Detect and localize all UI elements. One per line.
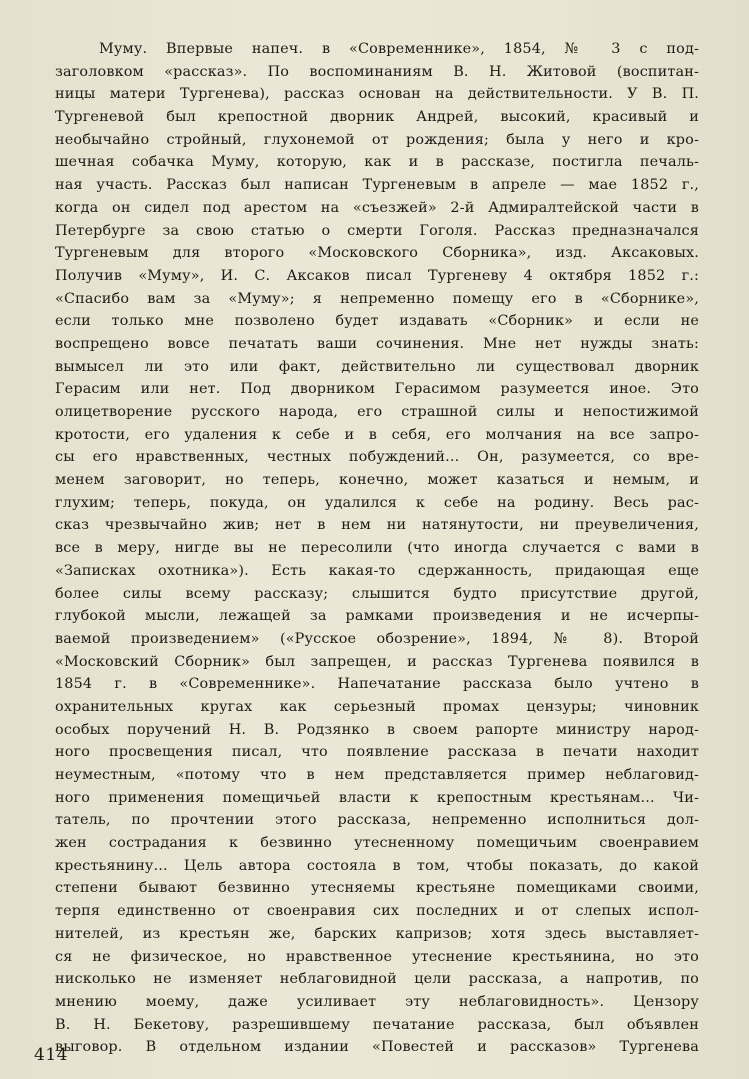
text-line: более силы всему рассказу; слышится будто присутствие другой, [55, 585, 699, 602]
text-line: В. Н. Бекетову, разрешившему печатание рассказа, был объявлен [55, 1016, 699, 1033]
text-line: ного просвещения писал, что появление рассказа в печати находит [55, 744, 699, 761]
text-line: Тургеневой был крепостной дворник Андрей, высокий, красивый и [55, 109, 699, 126]
text-line: мнению моему, даже усиливает эту неблаговидность». Цензору [55, 993, 699, 1010]
text-line: степени бывают безвинно утесняемы крестьяне помещиками своими, [55, 880, 699, 897]
text-line: «Спасибо вам за «Муму»; я непременно помещу его в «Сборнике», [55, 290, 699, 307]
text-line: неуместным, «потому что в нем представляется пример неблаговид- [55, 767, 699, 783]
text-line: нисколько не изменяет неблаговидной цели рассказа, а напротив, по [55, 971, 699, 988]
text-line: крестьянину... Цель автора состояла в том, чтобы показать, до какой [55, 857, 699, 874]
text-line: менем заговорит, но теперь, конечно, может казаться и немым, и [55, 472, 699, 489]
text-line: «Записках охотника»). Есть какая-то сдержанность, придающая еще [55, 562, 699, 579]
text-line: Муму. Впервые напеч. в «Современнике», 1854, № 3 с под- [99, 41, 699, 57]
page-number: 414 [34, 1045, 68, 1065]
text-line: нителей, из крестьян же, барских капризов; хотя здесь выставляет- [55, 925, 699, 942]
text-line: необычайно стройный, глухонемой от рождения; была у него и кро- [55, 131, 699, 148]
text-line: ная участь. Рассказ был написан Тургеневым в апреле — мае 1852 г., [55, 177, 699, 194]
text-line: жен сострадания к безвинно утесненному помещичьим своенравием [55, 835, 699, 852]
text-line: вымысел ли это или факт, действительно ли существовал дворник [55, 358, 699, 375]
text-line: татель, по прочтении этого рассказа, непременно исполниться дол- [55, 812, 699, 829]
text-line: когда он сидел под арестом на «съезжей» 2-й Адмиралтейской части в [55, 199, 699, 216]
text-line: ницы матери Тургенева), рассказ основан на действительности. У В. П. [55, 86, 699, 103]
text-line: если только мне позволено будет издавать «Сборник» и если не [55, 313, 699, 330]
text-line: все в меру, нигде вы не пересолили (что иногда случается с вами в [55, 540, 699, 557]
text-line: Получив «Муму», И. С. Аксаков писал Тургеневу 4 октября 1852 г.: [55, 267, 699, 284]
text-line: охранительных кругах как серьезный промах цензуры; чиновник [55, 698, 699, 715]
text-line: кротости, его удаления к себе и в себя, его молчания на все запро- [55, 426, 699, 443]
text-line: 1854 г. в «Современнике». Напечатание рассказа было учтено в [55, 676, 699, 693]
text-line: воспрещено вовсе печатать ваши сочинения. Мне нет нужды знать: [55, 335, 699, 352]
text-line: Петербурге за свою статью о смерти Гоголя. Рассказ предназначался [55, 222, 699, 239]
text-line: Тургеневым для второго «Московского Сборника», изд. Аксаковых. [55, 245, 699, 262]
text-line: особых поручений Н. В. Родзянко в своем рапорте министру народ- [55, 721, 699, 738]
text-line: олицетворение русского народа, его страшной силы и непостижимой [55, 404, 699, 420]
text-line: ся не физическое, но нравственное утеснение крестьянина, но это [55, 948, 699, 965]
text-line: сы его нравственных, честных побуждений... Он, разумеется, со вре- [55, 449, 699, 466]
text-line: «Московский Сборник» был запрещен, и рассказ Тургенева появился в [55, 653, 699, 670]
text-line: терпя единственно от своенравия сих последних и от слепых испол- [55, 903, 699, 920]
commentary-text [55, 38, 699, 1059]
text-line: ваемой произведением» («Русское обозрение», 1894, № 8). Второй [55, 630, 699, 647]
text-line: выговор. В отдельном издании «Повестей и рассказов» Тургенева [55, 1039, 699, 1056]
text-line: шечная собачка Муму, которую, как и в рассказе, постигла печаль- [55, 154, 699, 171]
text-line: глубокой мысли, лежащей за рамками произведения и не исчерпы- [55, 608, 699, 625]
text-line: Герасим или нет. Под дворником Герасимом разумеется иное. Это [55, 381, 699, 398]
text-line: глухим; теперь, покуда, он удалился к себе на родину. Весь рас- [55, 494, 699, 511]
text-line: заголовком «рассказ». По воспоминаниям В. Н. Житовой (воспитан- [55, 63, 699, 80]
text-line: ного применения помещичьей власти к крепостным крестьянам... Чи- [55, 789, 699, 806]
text-line: сказ чрезвычайно жив; нет в нем ни натянутости, ни преувеличения, [55, 517, 699, 534]
